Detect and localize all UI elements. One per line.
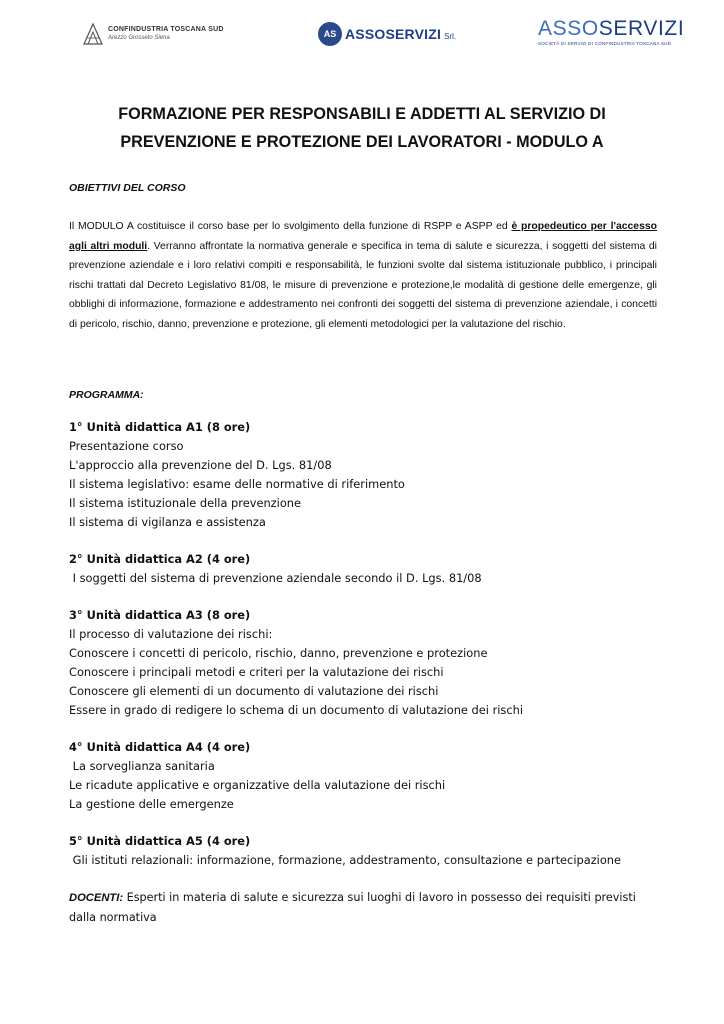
unit-item: Presentazione corso bbox=[69, 439, 184, 453]
objectives-text-post: . Verranno affrontate la normativa generale e specifica in tema di salute e sicurezza, i soggetti del sistema di prevenzione aziendale e i loro relativi compiti e responsabilità, le funzioni svolte dal sistema istituzionale pubblico, i principali rischi trattati dal Decreto Legislativo 81/08, le misure di prevenzione e protezione,le modalità di gestione delle emergenze, gli obblighi di informazione, formazione e addestramento nei confronti dei soggetti del sistema di prevenzione aziendale, i concetti di pericolo, rischio, danno, prevenzione e protezione, gli elementi metodologici per la valutazione del rischio. bbox=[69, 240, 657, 330]
unit-item: Conoscere gli elementi di un documento di valutazione dei rischi bbox=[69, 684, 439, 698]
unit-item: La gestione delle emergenze bbox=[69, 797, 234, 811]
unit-item: Gli istituti relazionali: informazione, formazione, addestramento, consultazione e partecipazione bbox=[69, 853, 622, 867]
assoservizi-wordmark-b: SERVIZI bbox=[598, 17, 685, 40]
objectives-text-bold: è propedeutico per l'accesso agli altri moduli bbox=[69, 221, 657, 252]
assoservizi-suffix: Srl. bbox=[444, 31, 457, 41]
objectives-paragraph bbox=[69, 217, 657, 335]
unit-item: Il sistema di vigilanza e assistenza bbox=[69, 515, 266, 529]
unit-item: L'approccio alla prevenzione del D. Lgs. 81/08 bbox=[69, 458, 332, 472]
docenti-text: Esperti in materia di salute e sicurezza sui luoghi di lavoro in possesso dei requisiti previsti dalla normativa bbox=[69, 891, 636, 924]
unit-heading: 2° Unità didattica A2 (4 ore) bbox=[69, 552, 251, 566]
assoservizi-srl-logo bbox=[318, 22, 456, 46]
document-title bbox=[60, 100, 664, 156]
unit-heading: 4° Unità didattica A4 (4 ore) bbox=[69, 740, 251, 754]
unit-item: Conoscere i concetti di pericolo, rischio, danno, prevenzione e protezione bbox=[69, 646, 488, 660]
header-logos bbox=[0, 18, 724, 64]
assoservizi-tagline: SOCIETÀ DI SERVIZI DI CONFINDUSTRIA TOSCANA SUD bbox=[538, 41, 672, 46]
unit-item: La sorveglianza sanitaria bbox=[69, 759, 215, 773]
assoservizi-mark-icon: AS bbox=[318, 22, 342, 46]
program-heading: PROGRAMMA: bbox=[69, 389, 144, 401]
unit-item: I soggetti del sistema di prevenzione aziendale secondo il D. Lgs. 81/08 bbox=[69, 571, 482, 585]
confindustria-emblem-icon bbox=[82, 22, 104, 46]
unit-item: Conoscere i principali metodi e criteri per la valutazione dei rischi bbox=[69, 665, 444, 679]
unit-a4 bbox=[69, 738, 445, 814]
unit-a1 bbox=[69, 418, 405, 532]
objectives-text-pre: Il MODULO A costituisce il corso base per lo svolgimento della funzione di RSPP e ASPP ed bbox=[69, 221, 512, 232]
unit-a5 bbox=[69, 832, 621, 870]
unit-a3 bbox=[69, 606, 523, 720]
objectives-heading: OBIETTIVI DEL CORSO bbox=[69, 182, 186, 194]
unit-a2 bbox=[69, 550, 482, 588]
unit-item: Il sistema istituzionale della prevenzione bbox=[69, 496, 302, 510]
assoservizi-wordmark bbox=[538, 18, 684, 40]
title-line-2: PREVENZIONE E PROTEZIONE DEI LAVORATORI - MODULO A bbox=[120, 133, 604, 151]
unit-heading: 5° Unità didattica A5 (4 ore) bbox=[69, 834, 251, 848]
docenti-label: DOCENTI: bbox=[69, 892, 124, 904]
assoservizi-wordmark-a: ASSO bbox=[538, 17, 599, 40]
unit-item: Le ricadute applicative e organizzative della valutazione dei rischi bbox=[69, 778, 446, 792]
unit-heading: 1° Unità didattica A1 (8 ore) bbox=[69, 420, 251, 434]
unit-item: Il processo di valutazione dei rischi: bbox=[69, 627, 273, 641]
confindustria-logo bbox=[82, 22, 224, 46]
title-line-1: FORMAZIONE PER RESPONSABILI E ADDETTI AL SERVIZIO DI bbox=[118, 105, 606, 123]
confindustria-subname: Arezzo Grosseto Siena bbox=[108, 35, 170, 41]
assoservizi-logo bbox=[538, 18, 684, 46]
unit-item: Essere in grado di redigere lo schema di un documento di valutazione dei rischi bbox=[69, 703, 523, 717]
docenti-paragraph bbox=[69, 888, 663, 927]
assoservizi-name: ASSOSERVIZI bbox=[345, 26, 442, 42]
unit-item: Il sistema legislativo: esame delle normative di riferimento bbox=[69, 477, 405, 491]
unit-heading: 3° Unità didattica A3 (8 ore) bbox=[69, 608, 251, 622]
confindustria-name: CONFINDUSTRIA TOSCANA SUD bbox=[108, 26, 224, 33]
